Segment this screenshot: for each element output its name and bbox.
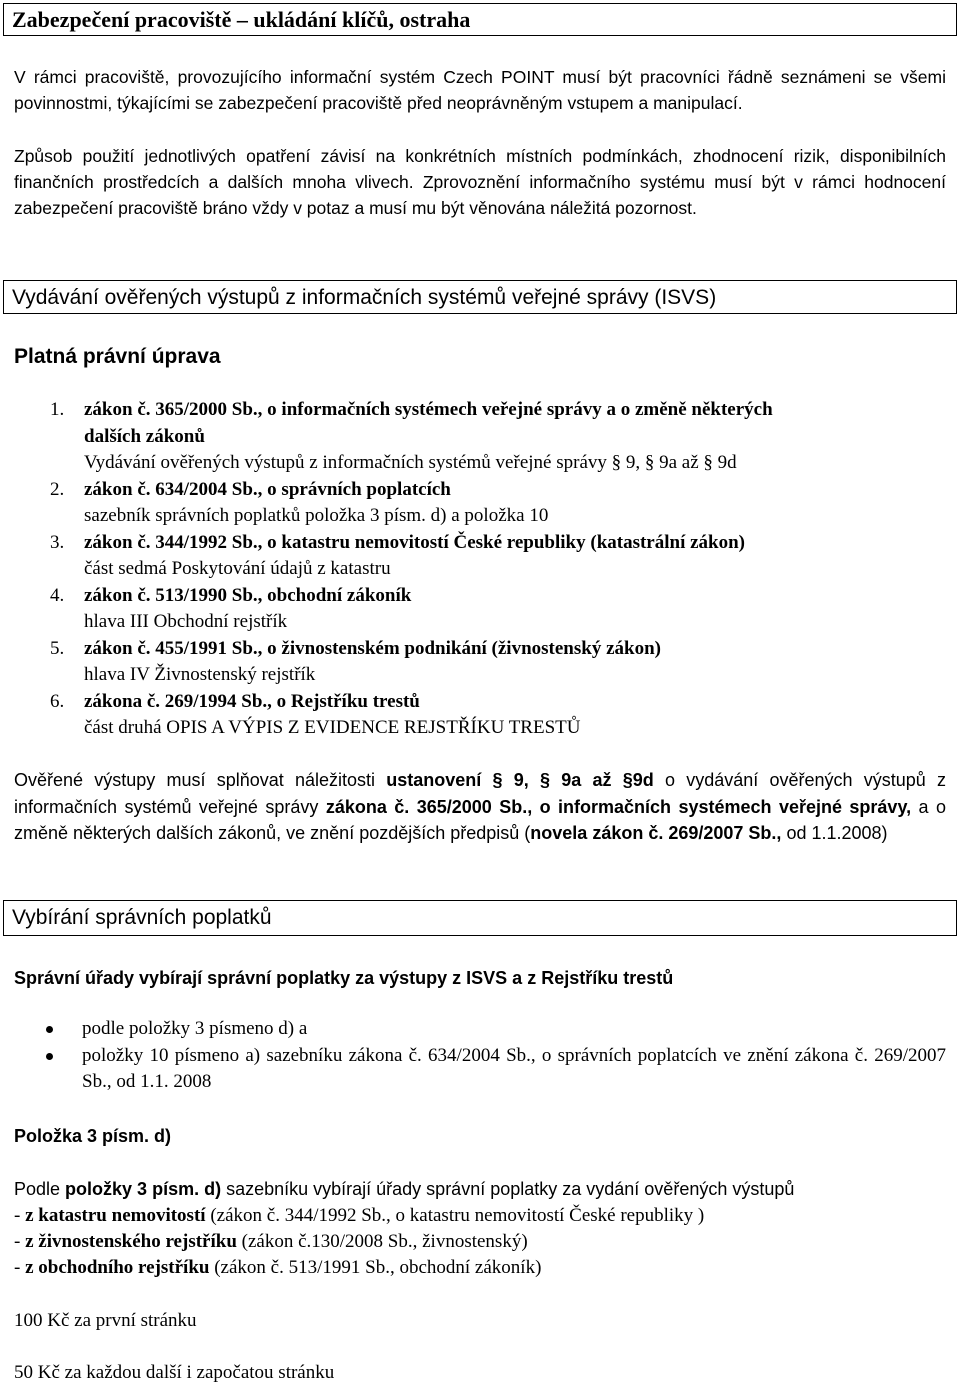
law-title-cont: dalších zákonů [84,425,205,447]
law-detail: sazebník správních poplatků položka 3 písm. d) a položka 10 [84,505,549,526]
law-name: zákon č. 344/1992 Sb. [84,531,258,553]
law-name: zákon č. 365/2000 Sb. [84,399,258,420]
dash-bold: z katastru nemovitostí [25,1205,206,1226]
req-text-1: Ověřené výstupy musí splňovat náležitosti [14,770,387,790]
law-name: zákon č. 455/1991 Sb. [84,637,258,659]
dash-bold: z obchodního rejstříku [25,1257,210,1278]
law-number: 5. [50,637,65,659]
dash-prefix: - [14,1205,26,1226]
law-item [14,689,946,742]
dash-prefix: - [14,1257,26,1278]
law-item [14,397,946,477]
dash-line [14,1255,946,1282]
dash-line [14,1203,946,1230]
law-item [14,583,946,636]
item-heading: Položka 3 písm. d) [14,1126,172,1146]
law-name: zákona č. 269/1994 Sb. [84,690,268,712]
section-header-fees [3,900,957,936]
dash-bold: z živnostenského rejstříku [25,1231,237,1252]
law-item [14,530,946,583]
bullet-item [14,1016,946,1043]
dash-rest: (zákon č. 513/1991 Sb., obchodní zákoník) [209,1257,542,1278]
law-title: , o správních poplatcích [257,478,451,500]
subheading-legal: Platná právní úprava [14,345,221,368]
law-detail: hlava IV Živnostenský rejstřík [84,664,316,685]
bullet-icon [46,1053,53,1060]
item-bold: položky 3 písm. d) [65,1179,222,1199]
section-header-isvs [3,280,957,314]
law-title: , o živnostenském podnikání (živnostenský zákon) [257,637,661,659]
law-item [14,477,946,530]
paragraph-intro: V rámci pracoviště, provozujícího informační systém Czech POINT musí být pracovníci řádně seznámeni se všemi povinnostmi, týkajícími se zabezpečení pracoviště před neoprávněným vstupem a manipulací. [14,67,946,113]
section-title-fees: Vybírání správních poplatků [12,906,272,929]
paragraph-measures: Způsob použití jednotlivých opatření závisí na konkrétních místních podmínkách, zhodnocení rizik, disponibilních finančních prostředcích a dalších mnoha vlivech. Zprovoznění informačního systému musí být v rámci hodnocení zabezpečení pracoviště bráno vždy v potaz a musí mu být věnována náležitá pozornost. [14,146,946,218]
law-title: , o katastru nemovitostí České republiky (katastrální zákon) [257,531,746,553]
law-item [14,636,946,689]
law-number: 3. [50,531,65,553]
law-number: 1. [50,399,65,420]
law-detail: část sedmá Poskytování údajů z katastru [84,558,391,579]
law-title: , obchodní zákoník [257,584,412,606]
law-name: zákon č. 513/1990 Sb. [84,584,258,606]
law-detail: Vydávání ověřených výstupů z informačních systémů veřejné správy § 9, § 9a až § 9d [84,452,737,473]
law-title: , o informačních systémech veřejné správy a o změně některých [257,399,773,420]
req-text-2: o vydávání ověřených výstupů z informačních systémů veřejné správy [14,770,947,817]
bullet-text: položky 10 písmeno a) sazebníku zákona č. 634/2004 Sb., o správních poplatcích ve znění zákona č. 269/2007 Sb., od 1.1. 2008 [82,1044,946,1092]
req-text-4: od 1.1.2008) [781,823,888,843]
law-detail: část druhá OPIS A VÝPIS Z EVIDENCE REJSTŘÍKU TRESTŮ [84,717,581,738]
law-number: 4. [50,584,65,606]
req-bold-2: zákona č. 365/2000 Sb., o informačních systémech veřejné správy, [325,796,912,817]
law-number: 2. [50,478,65,500]
section-header-security [3,3,957,36]
law-number: 6. [50,690,65,712]
item-description [14,1176,946,1203]
dash-rest: (zákon č.130/2008 Sb., živnostenský) [236,1231,528,1252]
fees-lead: Správní úřady vybírají správní poplatky za výstupy z ISVS a z Rejstříku trestů [14,968,674,988]
dash-line [14,1229,946,1256]
item-text-2: sazebníku vybírají úřady správní poplatky za vydání ověřených výstupů [221,1179,795,1199]
req-bold-1: ustanovení § 9, § 9a až §9d [386,770,654,790]
bullet-item [14,1043,946,1096]
law-title: , o Rejstříku trestů [267,690,420,712]
law-list [14,397,946,742]
section-title-isvs: Vydávání ověřených výstupů z informačních systémů veřejné správy (ISVS) [12,286,717,309]
req-bold-3: novela zákon č. 269/2007 Sb., [530,823,782,843]
law-name: zákon č. 634/2004 Sb. [84,478,258,500]
paragraph-requirements [14,767,946,847]
fee-first-page: 100 Kč za první stránku [14,1310,197,1331]
bullet-text: podle položky 3 písmeno d) a [82,1018,308,1039]
bullet-icon [46,1026,53,1033]
section-title-security: Zabezpečení pracoviště – ukládání klíčů, ostraha [12,7,471,32]
fee-next-page: 50 Kč za každou další i započatou stránku [14,1362,335,1383]
dash-prefix: - [14,1231,26,1252]
law-detail: hlava III Obchodní rejstřík [84,611,288,632]
dash-rest: (zákon č. 344/1992 Sb., o katastru nemovitostí České republiky ) [205,1205,705,1226]
req-text-3: a o změně některých dalších zákonů, ve znění pozdějších předpisů ( [14,796,946,843]
fee-bullets [14,1016,946,1096]
item-text-1: Podle [14,1179,66,1199]
